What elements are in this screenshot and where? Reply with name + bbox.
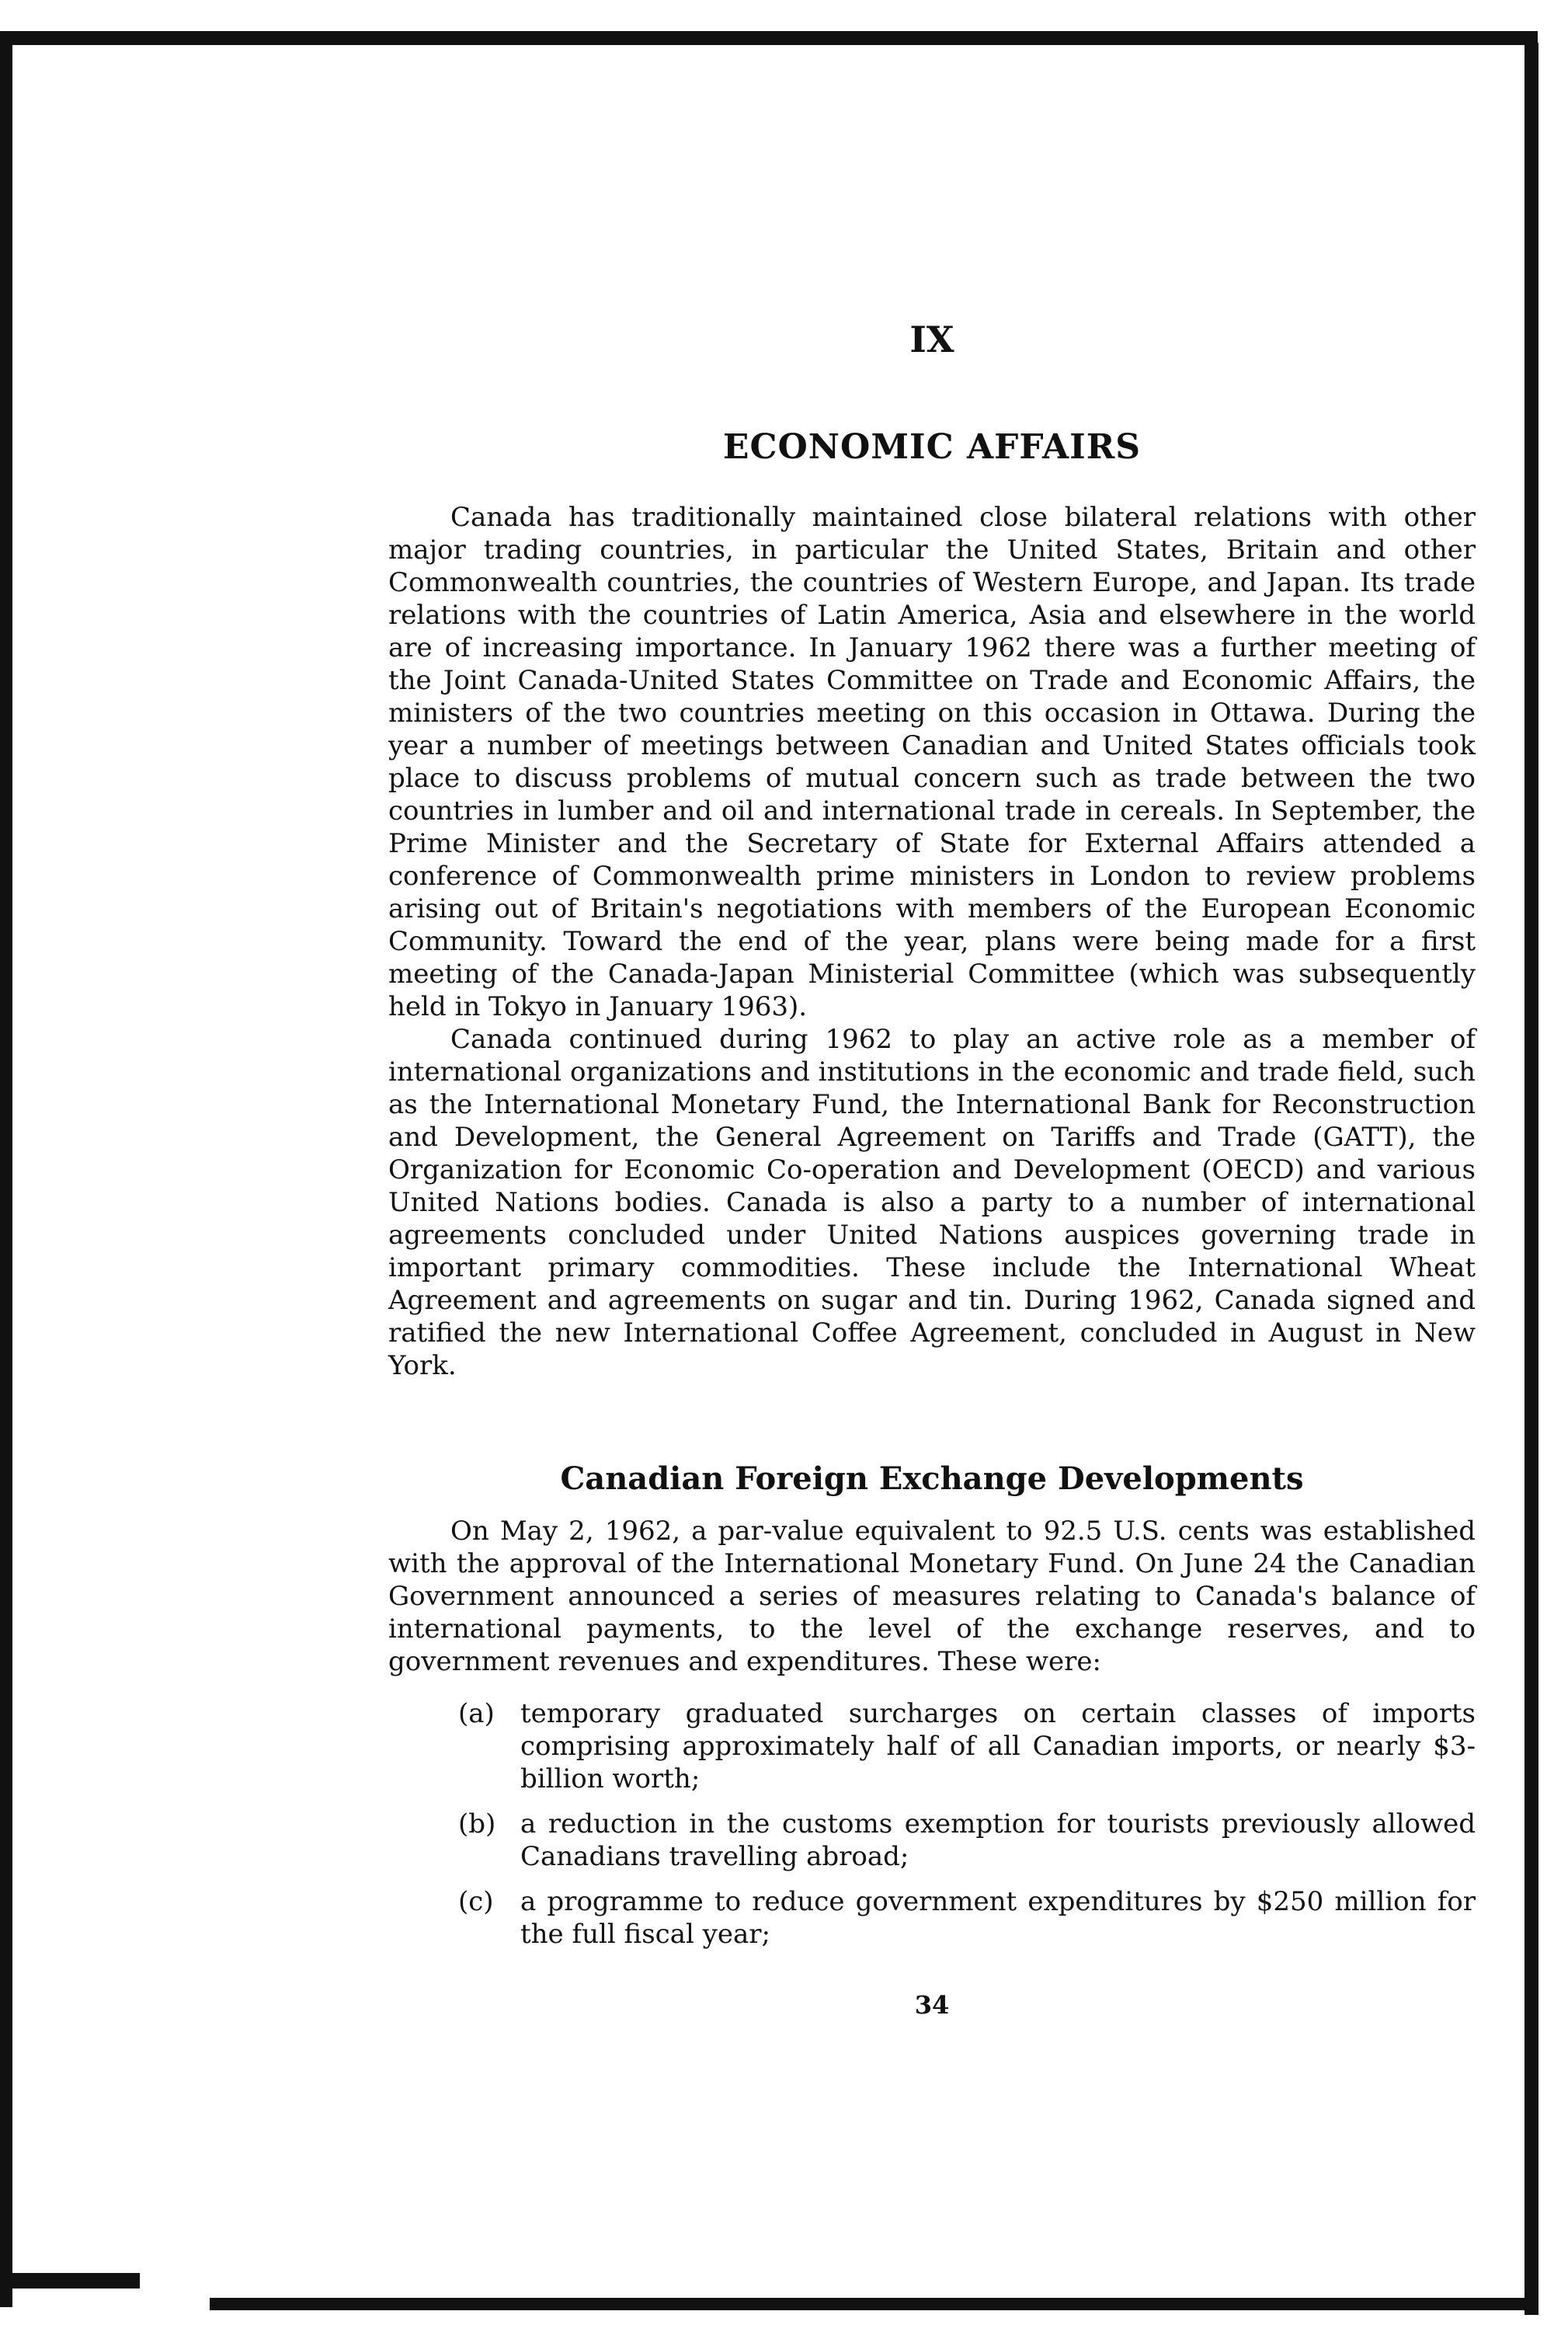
paragraph: On May 2, 1962, a par-value equivalent to 92.5 U.S. cents was established with the approval of the International Monetary Fund. On June 24 the Canadian Government announced a series of measures relating to Canada's balance of international payments, to the level of the exchange reserves, and to government revenues and expenditures. These were: <box>388 1516 1476 1677</box>
section-title: ECONOMIC AFFAIRS <box>722 427 1142 467</box>
list-text: temporary graduated surcharges on certain classes of imports comprising approximately half of all Canadian imports, or nearly $3-billion worth; <box>520 1698 1476 1794</box>
list-text: a reduction in the customs exemption for tourists previously allowed Canadians travelling abroad; <box>520 1808 1476 1872</box>
page-border-bottom-left <box>0 2273 140 2289</box>
list-marker: (a) <box>458 1698 495 1729</box>
paragraph: Canada has traditionally maintained close bilateral relations with other major trading countries, in particular the United States, Britain and other Commonwealth countries, the countries of Western Europe, and Japan. Its trade relations with the countries of Latin America, Asia and elsewhere in the world are of increasing importance. In January 1962 there was a further meeting of the Joint Canada-United States Committee on Trade and Economic Affairs, the ministers of the two countries meeting on this occasion in Ottawa. During the year a number of meetings between Canadian and United States officials took place to discuss problems of mutual concern such as trade between the two countries in lumber and oil and international trade in cereals. In September, the Prime Minister and the Secretary of State for External Affairs attended a conference of Commonwealth prime ministers in London to review problems arising out of Britain's negotiations with members of the European Economic Community. Toward the end of the year, plans were being made for a first meeting of the Canada-Japan Ministerial Committee (which was subsequently held in Tokyo in January 1963). <box>388 502 1476 1022</box>
list-item <box>458 1808 1476 1873</box>
page-border-top <box>0 31 1538 45</box>
list-marker: (b) <box>458 1808 496 1840</box>
chapter-number: IX <box>909 318 954 360</box>
section-body <box>388 501 1476 1382</box>
list-item <box>458 1697 1476 1795</box>
list-marker: (c) <box>458 1886 494 1917</box>
page-number: 34 <box>914 1990 950 2020</box>
list-item <box>458 1885 1476 1951</box>
page-border-bottom <box>210 2298 1530 2310</box>
subsection-title: Canadian Foreign Exchange Developments <box>560 1460 1304 1497</box>
subsection-body <box>388 1515 1476 1678</box>
page-border-left <box>0 31 12 2307</box>
page-border-right <box>1525 43 1538 2315</box>
list-text: a programme to reduce government expenditures by $250 million for the full fiscal year; <box>520 1886 1476 1950</box>
measures-list <box>458 1697 1476 1963</box>
paragraph: Canada continued during 1962 to play an active role as a member of international organizations and institutions in the economic and trade field, such as the International Monetary Fund, the International Bank for Reconstruction and Development, the General Agreement on Tariffs and Trade (GATT), the Organization for Economic Co-operation and Development (OECD) and various United Nations bodies. Canada is also a party to a number of international agreements concluded under United Nations auspices governing trade in important primary commodities. These include the International Wheat Agreement and agreements on sugar and tin. During 1962, Canada signed and ratified the new International Coffee Agreement, concluded in August in New York. <box>388 1024 1476 1381</box>
